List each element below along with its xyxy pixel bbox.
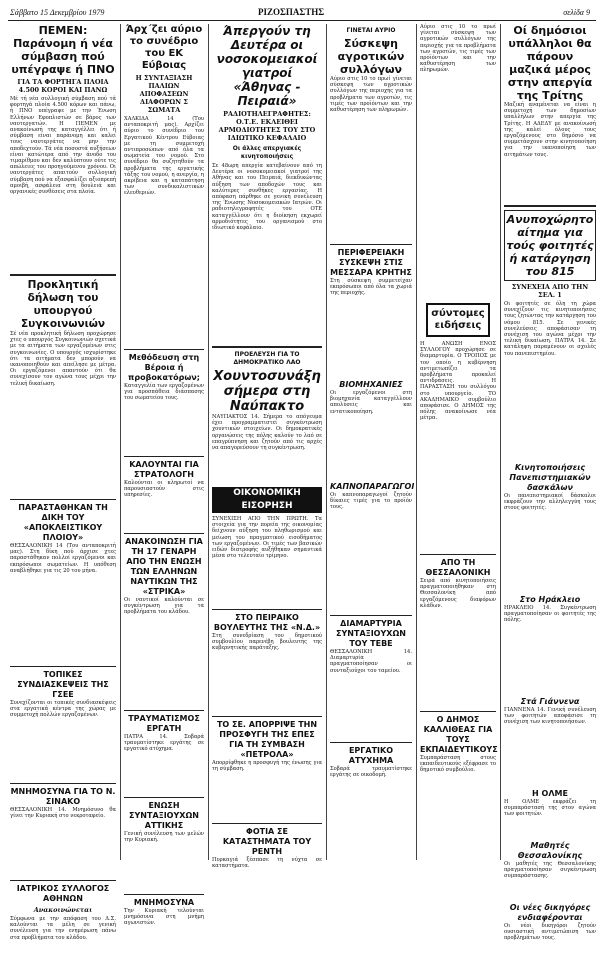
brief-news-title: σύντομες ειδήσεις	[431, 308, 485, 331]
article-ioannina	[504, 697, 596, 787]
headline: ΔΙΑΜΑΡΤΥΡΙΑ ΣΥΝΤΑΞΙΟΥΧΩΝ ΤΟΥ ΤΕΒΕ	[336, 619, 406, 648]
article-body: Οι μαθητές της Θεσσαλονίκης πραγματοποίησαν συγκέντρωση συμπαράστασης.	[504, 861, 596, 880]
article-body: Καλούνται οι κληρωτοί να παρουσιαστούν στις υπηρεσίες.	[124, 480, 204, 499]
headline: Σύσκεψη αγροτικών συλλόγων	[337, 37, 405, 76]
article-lawyers	[504, 903, 596, 953]
article-evia	[124, 24, 204, 346]
article-sailors	[124, 537, 204, 707]
article-kallithea	[420, 715, 496, 815]
article-body: Αύριο στις 10 το πρωί γίνεται σύσκεψη των αγροτικών συλλόγων της περιοχής για τα προβλήματα των αγροτών, τις τιμές των προϊόντων και την καθυστέρηση των πληρωμών.	[330, 76, 412, 114]
headline: Οι νέες δικηγόρες ενδιαφέρονται	[509, 903, 591, 922]
article-piraeus	[212, 613, 322, 713]
article-fire	[212, 827, 322, 897]
column-rule	[326, 24, 327, 860]
article-body: Οι ναυτικοί καλούνται σε συγκέντρωση για τα προβλήματα του κλάδου.	[124, 597, 204, 616]
divider	[420, 554, 496, 555]
column-rule	[500, 24, 501, 860]
headline: ΠΕΡΙΦΕΡΕΙΑΚΗ ΣΥΣΚΕΨΗ ΣΤΙΣ ΜΕΣΣΑΡΑ ΚΡΗΤΗΣ	[330, 248, 412, 277]
divider	[124, 894, 204, 895]
headline: ΕΝΩΣΗ ΣΥΝΤΑΞΙΟΥΧΩΝ ΑΤΤΙΚΗΣ	[129, 801, 199, 830]
brief-news-body: Η ΑΝΩΣΗ ΕΝΟΣ ΣΥΛΛΟΓΟΥ προχώρησε σε διαμαρτυρία. Ο ΤΡΟΠΟΣ με τον οποίο η κυβέρνηση αντιμετωπίζει τα προβλήματα προκαλεί αντιδράσεις. Η ΠΑΡΑΣΤΑΣΗ του συλλόγου στο υπουργείο. ΤΟ ΑΚΑΔΗΜΑΙΚΟ συμβούλιο αποφάσισε. Ο ΔΗΜΟΣ της πόλης ανακοίνωσε νέα μέτρα.	[420, 341, 496, 422]
headline: Προκλητική δήλωση του υπουργού Συγκοινωνιών	[21, 279, 105, 330]
article-body: Καταγγελία των εργαζομένων για προσπάθεια διάσπασης του σωματείου τους.	[124, 383, 204, 402]
column-rule	[120, 24, 121, 860]
page-number: σελίδα 9	[563, 8, 590, 17]
article-body: ΠΑΤΡΑ 14. Σοβαρά τραυματίστηκε εργάτης σε εργατικό ατύχημα.	[124, 734, 204, 753]
headline: ΜΝΗΜΟΣΥΝΑ ΓΙΑ ΤΟ Ν. ΣΙΝΑΚΟ	[10, 787, 116, 806]
article-messara	[330, 248, 412, 378]
section-caption: ΓΙΝΕΤΑΙ ΑΥΡΙΟ	[346, 27, 396, 34]
article-body: Οι πανεπιστημιακοί δάσκαλοι εκφράζουν την αλληλεγγύη τους στους φοιτητές.	[504, 493, 596, 512]
article-body: Συνεχίζονται οι τοπικές συνδιασκέψεις στα εργατικά κέντρα της χώρας με συμμετοχή πολλών εργαζομένων.	[10, 700, 116, 719]
article-body: Σε 48ωρη απεργία κατεβαίνουν από τη Δευτέρα οι νοσοκομειακοί γιατροί της Αθήνας και του Πειραιά, διεκδικώντας αύξηση των αποδοχών τους και καλύτερες συνθήκες εργασίας. Η απόφαση πάρθηκε σε γενική συνέλευση της Ένωσης Νοσοκομειακών Ιατρών. Οι ραδιοτηλεγραφητές του ΟΤΕ καταγγέλλουν ότι η διοίκηση εκχωρεί αρμοδιότητες του οργανισμού στο ιδιωτικό κεφάλαιο.	[212, 163, 322, 232]
article-gsee	[10, 670, 116, 780]
article-thessaloniki	[420, 558, 496, 708]
divider	[10, 499, 116, 500]
article-nafpaktos	[212, 351, 322, 484]
article-body: ΘΕΣΣΑΛΟΝΙΚΗ 14 (Του ανταποκριτή μας). Στη δίκη πού άρχισε χτες παραστάθηκαν πολλοί εργαζόμενοι και εκπρόσωποι σωματείων. Η υπόθεση αναβλήθηκε για τις 20 του μήνα.	[10, 543, 116, 574]
article-body: ΘΕΣΣΑΛΟΝΙΚΗ 14. Διαμαρτυρία πραγματοποίησαν οι συνταξιούχοι του ταμείου.	[330, 649, 412, 674]
divider	[10, 880, 116, 881]
article-body: ΧΑΛΚΙΔΑ 14 (Του ανταποκριτή μας). Αρχίζει αύριο το συνέδριο του Εργατικού Κέντρου Εύβοιας με τη συμμετοχή αντιπροσώπων από όλα τα σωματεία του νομού. Στο συνέδριο θα συζητηθούν τα προβλήματα της εργατικής τάξης του νομού, η ανεργία, η ακρίβεια και η καταπάτηση των συνδικαλιστικών ελευθεριών.	[124, 116, 204, 197]
divider	[124, 456, 204, 457]
divider	[330, 742, 412, 743]
article-epes	[212, 720, 322, 820]
article-body: ΘΕΣΣΑΛΟΝΙΚΗ 14. Μνημόσυνο θα γίνει την Κυριακή στο νεκροταφείο.	[10, 807, 116, 820]
headline: Μεθόδευση στη Βέροια ή προβοκατόρων;	[128, 353, 200, 382]
article-body: Οι καπνοπαραγωγοί ζητούν δίκαιες τιμές για το προϊόν τους.	[330, 492, 412, 511]
article-memorial	[10, 787, 116, 877]
newspaper-name: ΡΙΖΟΣΠΑΣΤΗΣ	[258, 7, 325, 17]
divider	[124, 349, 204, 350]
article-body: Οι εργαζόμενοι στη βιομηχανία καταγγέλλουν απολύσεις και εντατικοποίηση.	[330, 390, 412, 415]
article-olme	[504, 789, 596, 839]
divider	[124, 533, 204, 534]
article-pemen	[10, 24, 116, 271]
headline: Στά Γιάννενα	[520, 697, 580, 706]
article-body: ΗΡΑΚΛΕΙΟ 14. Συγκέντρωση πραγματοποίησαν οι φοιτητές της πόλης.	[504, 605, 596, 624]
article-doctors-strike	[212, 24, 322, 343]
headline: ΤΟΠΙΚΕΣ ΣΥΝΔΙΑΣΚΕΨΕΙΣ ΤΗΣ ΓΣΕΕ	[17, 670, 109, 699]
article-body: Αύριο στις 10 το πρωί γίνεται σύσκεψη των αγροτικών συλλόγων της περιοχής για τα προβλήματα των αγροτών, τις τιμές των προϊόντων και την καθυστέρηση των πληρωμών.	[420, 24, 496, 74]
economic-review-banner: ΟΙΚΟΝΟΜΙΚΗ ΕΙΣΟΡΗΣΗ	[212, 487, 322, 513]
article-body: Συμπαράσταση στους εκπαιδευτικούς εξέφρασε το δημοτικό συμβούλιο.	[420, 755, 496, 774]
divider	[330, 244, 412, 245]
subheadline: ΓΙΑ ΤΑ ΦΟΡΤΗΓΑ ΠΛΟΙΑ 4.500 ΚΟΡΟΙ ΚΑΙ ΠΑΝΩ	[17, 78, 109, 94]
article-memorials	[124, 898, 204, 968]
article-heraklion	[504, 595, 596, 695]
subheadline: Η ΣΥΝΤΑΞΙΑΣΗ ΠΑΛΙΩΝ ΑΠΟΦΑΣΕΩΝ ΔΙΑΦΟΡΩΝ Σ ΣΩΜΑΤΑ	[135, 74, 193, 114]
column-rule	[416, 24, 417, 860]
article-body: ΓΙΑΝΝΕΝΑ 14. Γενική συνέλευση των φοιτητών αποφάσισε τη συνέχιση των κινητοποιήσεων.	[504, 707, 596, 726]
headline: Μαθητές Θεσσαλονίκης	[517, 841, 583, 860]
headline: Η ΟΛΜΕ	[532, 789, 568, 798]
headline: ΤΟ ΣΕ. ΑΠΟΡΡΙΨΕ ΤΗΝ ΠΡΟΣΦΥΓΗ ΤΗΣ ΕΠΕΣ ΓΙΑ ΤΗ ΣΥΜΒΑΣΗ «ΠΕΤΡΟΛΑ»	[216, 720, 318, 759]
article-body: Οι φοιτητές σε όλη τη χώρα συνεχίζουν τις κινητοποιήσεις τους ζητώντας την κατάργηση του νόμου 815. Σε γενικές συνελεύσεις αποφάσισαν τη συνέχιση του αγώνα μέχρι την τελική δικαίωση. ΠΑΤΡΑ 14. Σε κατάληψη παραμένουν οι σχολές του πανεπιστημίου.	[504, 301, 596, 357]
issue-date: Σάββατο 15 Δεκεμβρίου 1979	[10, 8, 105, 17]
subheadline: ΣΥΝΕΧΕΙΑ ΑΠΟ ΤΗΝ ΣΕΛ. 1	[511, 283, 589, 299]
headline: ΙΑΤΡΙΚΟΣ ΣΥΛΛΟΓΟΣ ΑΘΗΝΩΝ	[16, 884, 110, 903]
headline: Άρχ΄ζει αύριο το συνέδριο του ΕΚ Εύβοιας	[125, 24, 203, 71]
divider	[420, 711, 496, 712]
article-injury	[124, 714, 204, 794]
headline: Άπεργούν τη Δευτέρα οι νοσοκομειακοί γιατροί «Άθηνας - Πειραιά»	[216, 24, 318, 108]
article-pupils	[504, 841, 596, 901]
article-tobacco	[330, 482, 415, 612]
brief-news-box	[426, 303, 490, 337]
column-4	[330, 24, 415, 860]
divider	[330, 615, 412, 616]
headline: Ανυποχώρητο αίτημα για τούς φοιτητές ή κατάργηση του 815	[504, 210, 596, 281]
article-tebe	[330, 619, 412, 739]
headline: ΚΑΛΟΥΝΤΑΙ ΓΙΑ ΣΤΡΑΤΟΛΟΓΗ	[129, 460, 199, 479]
article-body: Στη συνεδρίαση του δημοτικού συμβουλίου παρενέβη βουλευτής της κυβερνητικής παράταξης.	[212, 633, 322, 652]
article-veria	[124, 353, 204, 453]
divider	[10, 783, 116, 784]
headline: ΦΟΤΙΑ ΣΕ ΚΑΤΑΣΤΗΜΑΤΑ ΤΟΥ ΡΕΝΤΗ	[222, 827, 312, 856]
article-civil-servants	[504, 24, 596, 202]
divider	[504, 205, 596, 207]
article-body: Απορρίφθηκε η προσφυγή της ένωσης για τη σύμβαση.	[212, 760, 322, 773]
article-pensioners	[124, 801, 204, 891]
article-body: Σοβαρά τραυματίστηκε εργάτης σε οικοδομή.	[330, 766, 412, 779]
headline: ΤΡΑΥΜΑΤΙΣΜΟΣ ΕΡΓΑΤΗ	[128, 714, 200, 733]
article-body: Μαζική αναμένεται να είναι η συμμετοχή των δημοσίων υπαλλήλων στην απεργία της Τρίτης. Η ΑΔΕΔΥ με ανακοίνωσή της καλεί όλους τους εργαζόμενους στο δημόσιο να συμμετάσχουν στην κινητοποίηση για την ικανοποίηση των αιτημάτων τους.	[504, 102, 596, 158]
subheadline: Ανακοινώνεται	[33, 906, 93, 914]
article-body: Στη σύσκεψη συμμετείχαν εκπρόσωποι από όλα τα χωριά της περιοχής.	[330, 278, 412, 297]
article-conscripts	[124, 460, 204, 530]
article-medical	[10, 884, 116, 976]
article-ministry	[10, 279, 116, 496]
article-industries	[330, 380, 412, 480]
headline: Χουντοσυνάξη σήμερα στη Ναύπακτο	[213, 369, 321, 414]
divider	[212, 346, 322, 348]
headline: Ο ΔΗΜΟΣ ΚΑΛΛΙΘΕΑΣ ΓΙΑ ΤΟΥΣ ΕΚΠΑΙΔΕΥΤΙΚΟΥΣ	[420, 715, 498, 754]
article-body: Σύμφωνα με την απόφαση του Δ.Σ. καλούνται τα μέλη σε γενική συνέλευση για την ενημέρωση πάνω στα προβλήματα του κλάδου.	[10, 916, 116, 941]
article-trial	[10, 503, 116, 663]
divider	[10, 274, 116, 276]
column-rule	[208, 24, 209, 860]
section-caption: ΠΡΟΕΛΕΥΣΗ ΓΙΑ ΤΟ ΔΗΜΟΚΡΑΤΙΚΟ ΛΑΟ	[233, 351, 301, 366]
article-body: Μέ τή νέα συλλογική σύμβαση πού τά φορτηγά πλοία 4.500 κόρων και πάνω, ή ΠΝΟ υπέγραψε με την Ένωση Ελλήνων Εφοπλιστών σε βάρος των ναυτεργατών. Η ΠΕΜΕΝ με ανακοίνωσή της καταγγέλλει ότι ή σύμβαση είναι παράνομη και καλεί τους ναυτεργάτες να μην την αποδεχτούν. Τά νέα ποσοστά αυξήσεων είναι κατώτερα από την άνοδο του τιμαρίθμου και δεν καλύπτουν ούτε τις απώλειες του προηγούμενου χρόνου. Οι ναυτεργάτες απαιτούν συλλογική σύμβαση πού να εξασφαλίζει αξιοπρεπή αμοιβή, ασφάλεια στη δουλειά και οργανικές συνθέσεις στα πλοία.	[10, 96, 116, 196]
column-3	[212, 24, 322, 870]
article-accident	[330, 746, 412, 826]
column-6	[504, 24, 596, 942]
headline: ΠΕΜΕΝ: Παράνομη ή νέα σύμβαση πού υπέγραψε ή ΠΝΟ	[11, 24, 115, 76]
divider	[124, 797, 204, 798]
headline: ΑΝΑΚΟΙΝΩΣΗ ΓΙΑ ΤΗ 17 ΓΕΝΑΡΗ ΑΠΟ ΤΗΝ ΕΝΩΣΗ ΤΩΝ ΕΛΛΗΝΩΝ ΝΑΥΤΙΚΩΝ ΤΗΣ «ΣΤΡΙΚΑ»	[125, 537, 203, 596]
article-body: Οι νέοι δικηγόροι ζητούν ουσιαστική αντιμετώπιση των προβλημάτων τους.	[504, 923, 596, 942]
section-caption: Οι άλλες απεργιακές κινητοποιήσεις	[232, 145, 302, 160]
divider	[212, 609, 322, 610]
article-farmers	[330, 27, 412, 241]
column-1	[10, 24, 116, 941]
headline: Οί δημόσιοι υπάλληλοι θα πάρουν μαζικά μέρος στην απεργία της Τρίτης	[507, 24, 593, 102]
headline: ΒΙΟΜΗΧΑΝΙΕΣ	[339, 380, 403, 389]
article-body: ΝΑΥΠΑΚΤΟΣ 14. Σήμερα το απόγευμα έχει προγραμματιστεί συγκέντρωση χουντικών στοιχείων. Οι δημοκρατικές οργανώσεις της πόλης καλούν το λαό σε επαγρύπνηση και ζητούν από τις αρχές να απαγορεύσουν τη συγκέντρωση.	[212, 414, 322, 452]
article-students	[504, 210, 596, 461]
headline: ΠΑΡΑΣΤΑΘΗΚΑΝ ΤΗ ΔΙΚΗ ΤΟΥ «ΑΠΟΚΛΕΙΣΤΙΚΟΥ ΠΛΟΙΟΥ»	[18, 503, 108, 542]
newspaper-page	[8, 6, 596, 942]
headline: Στο Ηράκλειο	[519, 595, 581, 604]
article-body: Πυρκαγιά ξέσπασε τη νύχτα σε καταστήματα.	[212, 857, 322, 870]
headline: ΚΑΠΝΟΠΑΡΑΓΩΓΟΙ	[330, 482, 415, 491]
article-body: Την Κυριακή τελούνται μνημόσυνα στη μνήμη αγωνιστών.	[124, 908, 204, 927]
article-body: Η ΟΛΜΕ εκφράζει τη συμπαράστασή της στον αγώνα των φοιτητών.	[504, 799, 596, 818]
column-2	[124, 24, 204, 927]
article-body: Σέ νέα προκλητική δήλωση προχώρησε χτες ο υπουργός Συγκοινωνιών σχετικά με τα αιτήματα των εργαζομένων στις συγκοινωνίες. Ο υπουργός ισχυρίστηκε ότι τα αιτήματα δεν μπορούν να ικανοποιηθούν και απείλησε με μέτρα. Οι εργαζόμενοι απαντούν ότι θα συνεχίσουν τον αγώνα τους μέχρι την τελική δικαίωση.	[10, 331, 116, 387]
divider	[10, 666, 116, 667]
page-header	[8, 6, 596, 21]
article-body: Σειρά από κινητοποιήσεις πραγματοποιήθηκαν στη Θεσσαλονίκη από εργαζόμενους διαφόρων κλάδων.	[420, 578, 496, 609]
divider	[124, 710, 204, 711]
column-5	[420, 24, 496, 860]
article-professors	[504, 463, 596, 593]
headline: Κινητοποιήσεις Πανεπιστημιακών δασκάλων	[509, 463, 591, 492]
headline: ΜΝΗΜΟΣΥΝΑ	[133, 898, 195, 907]
subheadline: ΡΑΔΙΟΤΗΛΕΓΡΑΦΗΤΕΣ: Ο.Τ.Ε. ΕΚΛΕΙΘΕΙ ΑΡΜΟΔΙΟΤΗΤΕΣ ΤΟΥ ΣΤΟ ΙΔΙΩΤΙΚΟ ΚΕΦΑΛΑΙΟ	[218, 110, 316, 142]
economic-review-body: ΣΥΝΕΧΙΣΗ ΑΠΟ ΤΗΝ ΠΡΩΤΗ. Τα στοιχεία για την πορεία της οικονομίας δείχνουν αύξηση του πληθωρισμού και μείωση του πραγματικού εισοδήματος των εργαζομένων. Οι τιμές των βασικών ειδών διατροφής αυξήθηκαν σημαντικά μέσα στο τελευταίο τρίμηνο.	[212, 516, 322, 560]
headline: ΑΠΟ ΤΗ ΘΕΣΣΑΛΟΝΙΚΗ	[425, 558, 491, 577]
headline: ΣΤΟ ΠΕΙΡΑΙΚΟ ΒΟΥΛΕΥΤΗΣ ΤΗΣ «Ν.Δ.»	[213, 613, 321, 632]
divider	[212, 716, 322, 717]
article-body: Γενική συνέλευση των μελών την Κυριακή.	[124, 831, 204, 844]
divider	[212, 823, 322, 824]
headline: ΕΡΓΑΤΙΚΟ ΑΤΥΧΗΜΑ	[348, 746, 394, 765]
